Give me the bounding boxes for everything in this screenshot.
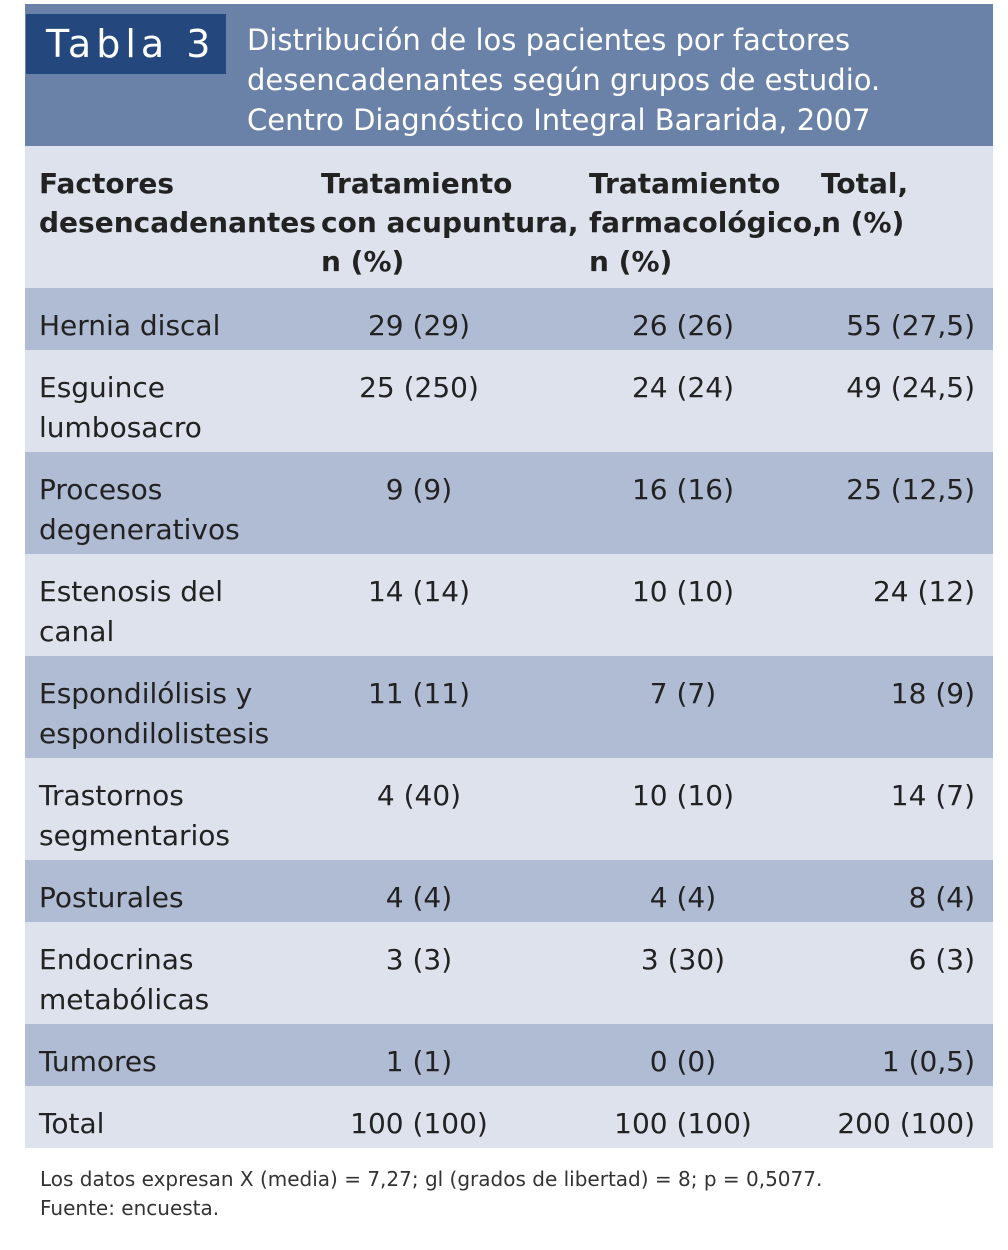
total-cell: 18 (9)	[890, 677, 975, 710]
farmacologico-cell: 4 (4)	[649, 881, 717, 914]
acupuntura-cell: 4 (4)	[385, 881, 453, 914]
factor-cell: Espondilólisis y espondilolistesis	[39, 677, 270, 750]
total-cell: 6 (3)	[908, 943, 975, 976]
acupuntura-cell: 29 (29)	[367, 309, 470, 342]
column-header-factores: Factores desencadenantes	[39, 167, 316, 239]
acupuntura-cell: 100 (100)	[350, 1107, 488, 1140]
table-number-label: Tabla 3	[26, 14, 226, 74]
farmacologico-cell: 7 (7)	[649, 677, 717, 710]
column-header-row	[25, 146, 993, 288]
farmacologico-cell: 0 (0)	[649, 1045, 717, 1078]
total-cell: 49 (24,5)	[846, 371, 975, 404]
table-row	[25, 922, 993, 1024]
total-cell: 55 (27,5)	[846, 309, 975, 342]
table-row	[25, 554, 993, 656]
farmacologico-cell: 100 (100)	[614, 1107, 752, 1140]
total-cell: 1 (0,5)	[881, 1045, 975, 1078]
total-cell: 200 (100)	[837, 1107, 975, 1140]
column-header-total: Total, n (%)	[821, 167, 909, 239]
factor-cell: Esguince lumbosacro	[39, 371, 202, 444]
acupuntura-cell: 3 (3)	[385, 943, 453, 976]
footnote-line: Fuente: encuesta.	[40, 1196, 220, 1220]
total-cell: 25 (12,5)	[846, 473, 975, 506]
table-row-total	[25, 1086, 993, 1148]
total-cell: 8 (4)	[908, 881, 975, 914]
table-title-line: Centro Diagnóstico Integral Bararida, 2007	[247, 103, 871, 137]
farmacologico-cell: 10 (10)	[631, 575, 734, 608]
table-title-line: desencadenantes según grupos de estudio.	[247, 63, 881, 97]
table-row	[25, 1024, 993, 1086]
farmacologico-cell: 16 (16)	[631, 473, 734, 506]
data-table	[25, 146, 993, 1148]
table-row	[25, 350, 993, 452]
factor-cell: Tumores	[39, 1045, 157, 1078]
column-header-farmacologico: Tratamiento farmacológico, n (%)	[589, 167, 823, 278]
column-header-acupuntura: Tratamiento con acupuntura, n (%)	[321, 167, 579, 278]
factor-cell: Procesos degenerativos	[39, 473, 240, 546]
table-footnote	[40, 1165, 822, 1223]
total-cell: 24 (12)	[872, 575, 975, 608]
farmacologico-cell: 26 (26)	[631, 309, 734, 342]
acupuntura-cell: 11 (11)	[367, 677, 470, 710]
acupuntura-cell: 14 (14)	[367, 575, 470, 608]
factor-cell: Trastornos segmentarios	[39, 779, 230, 852]
table-row	[25, 452, 993, 554]
acupuntura-cell: 4 (40)	[376, 779, 462, 812]
acupuntura-cell: 9 (9)	[385, 473, 453, 506]
table-row	[25, 288, 993, 350]
table-header-band	[25, 4, 993, 146]
footnote-line: Los datos expresan X (media) = 7,27; gl (grados de libertad) = 8; p = 0,5077.	[40, 1167, 823, 1191]
table-row	[25, 860, 993, 922]
table-title	[247, 20, 987, 140]
farmacologico-cell: 3 (30)	[640, 943, 726, 976]
factor-cell: Estenosis del canal	[39, 575, 223, 648]
acupuntura-cell: 25 (250)	[359, 371, 479, 404]
table-row	[25, 656, 993, 758]
acupuntura-cell: 1 (1)	[385, 1045, 453, 1078]
farmacologico-cell: 24 (24)	[631, 371, 734, 404]
farmacologico-cell: 10 (10)	[631, 779, 734, 812]
table-title-line: Distribución de los pacientes por factores	[247, 23, 851, 57]
factor-cell: Total	[39, 1107, 105, 1140]
factor-cell: Endocrinas metabólicas	[39, 943, 210, 1016]
total-cell: 14 (7)	[890, 779, 975, 812]
table-container	[25, 4, 993, 1148]
factor-cell: Posturales	[39, 881, 184, 914]
factor-cell: Hernia discal	[39, 309, 221, 342]
table-row	[25, 758, 993, 860]
